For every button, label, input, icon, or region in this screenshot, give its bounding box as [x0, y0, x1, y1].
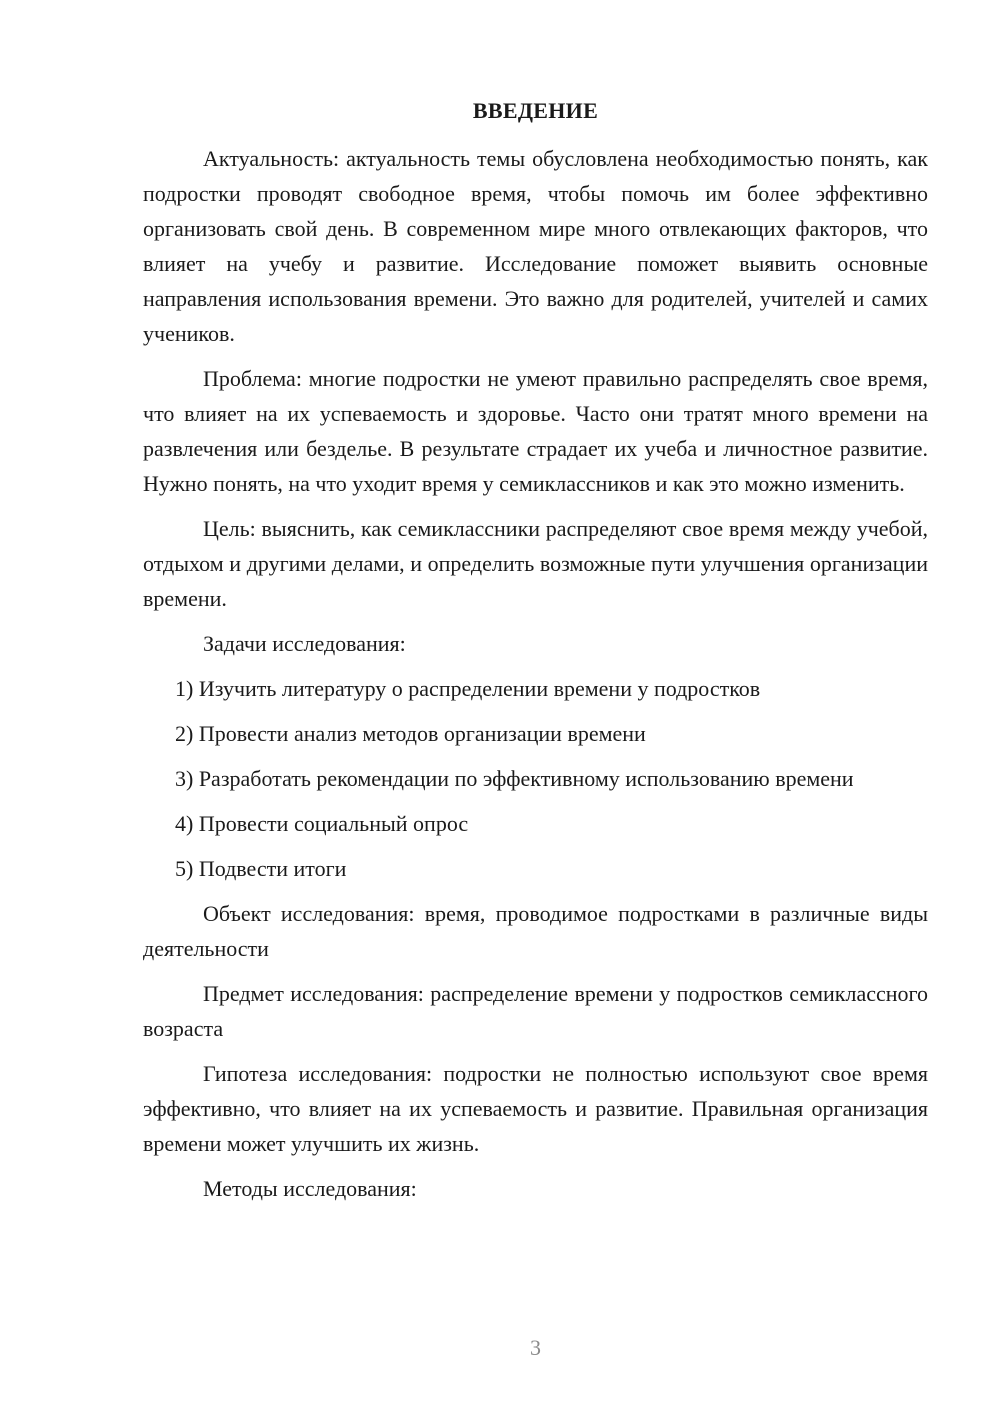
- methods-heading: Методы исследования:: [203, 1176, 417, 1201]
- page-number: 3: [530, 1335, 541, 1360]
- paragraph-problem: Проблема: многие подростки не умеют правильно распределять свое время, что влияет на их успеваемость и здоровье. Часто они тратят много времени на развлечения или безделье. В результате страдает их учеба и личностное развитие. Нужно понять, на что уходит время у семиклассников и как это можно изменить.: [143, 366, 928, 496]
- paragraph-goal: Цель: выяснить, как семиклассники распределяют свое время между учебой, отдыхом и другими делами, и определить возможные пути улучшения организации времени.: [143, 516, 928, 611]
- task-item-4: 4) Провести социальный опрос: [175, 811, 469, 836]
- task-item-2: 2) Провести анализ методов организации времени: [175, 721, 646, 746]
- paragraph-object: Объект исследования: время, проводимое подростками в различные виды деятельности: [143, 901, 928, 961]
- paragraph-subject: Предмет исследования: распределение времени у подростков семиклассного возраста: [143, 981, 928, 1041]
- document-body: [143, 141, 928, 1216]
- task-item-5: 5) Подвести итоги: [175, 856, 347, 881]
- page-heading: ВВЕДЕНИЕ: [472, 98, 599, 123]
- document-page: [143, 0, 928, 1414]
- tasks-heading: Задачи исследования:: [203, 631, 406, 656]
- task-item-3: 3) Разработать рекомендации по эффективному использованию времени: [175, 766, 854, 791]
- paragraph-hypothesis: Гипотеза исследования: подростки не полностью используют свое время эффективно, что влияет на их успеваемость и развитие. Правильная организация времени может улучшить их жизнь.: [143, 1061, 928, 1156]
- paragraph-relevance: Актуальность: актуальность темы обусловлена необходимостью понять, как подростки проводят свободное время, чтобы помочь им более эффективно организовать свой день. В современном мире много отвлекающих факторов, что влияет на учебу и развитие. Исследование поможет выявить основные направления использования времени. Это важно для родителей, учителей и самих учеников.: [143, 146, 928, 346]
- task-item-1: 1) Изучить литературу о распределении времени у подростков: [175, 676, 761, 701]
